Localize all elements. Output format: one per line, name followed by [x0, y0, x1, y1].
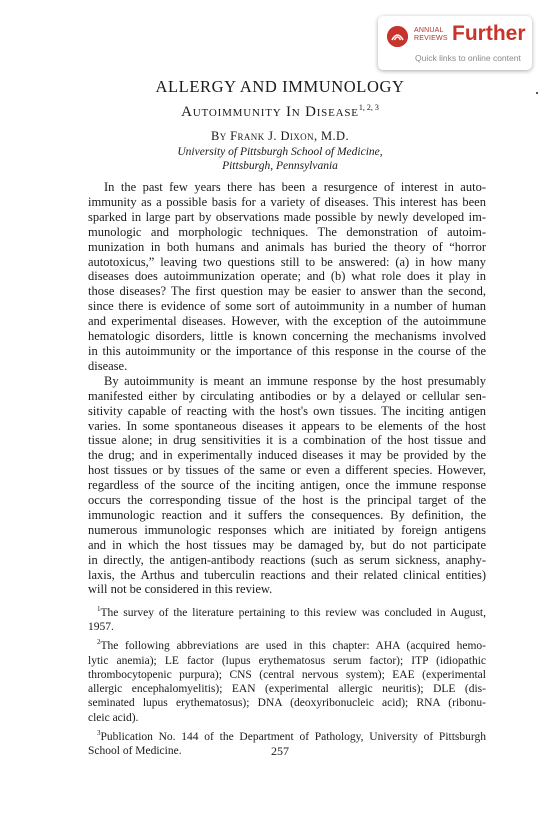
footnote-line: thrombocytopenic purpura); CNS (central nervous system); EAE (experimental	[88, 668, 486, 681]
text-line: numerous immunologic responses which are initiated by foreign antigens	[88, 522, 486, 537]
footnote	[88, 635, 486, 725]
badge-line-annual: ANNUAL	[414, 27, 444, 34]
text-line: disease.	[88, 358, 128, 373]
text-line: will not be considered in this review.	[88, 582, 273, 597]
text-line: hematologic disorders, little is known concerning the mechanisms involved	[88, 329, 486, 344]
footnote-line: cleic acid).	[88, 711, 139, 724]
text-line: diseases does autoimmunization operate; and (b) what role does it play in	[88, 269, 486, 284]
footnote-line	[88, 635, 486, 653]
footnote-line: 1957.	[88, 621, 114, 634]
footnote-line	[88, 602, 486, 620]
text-line: occurs the corresponding tissue of the host is the principal target of the	[88, 493, 486, 508]
text-line: and in which the host tissues may be damaged by, but do not participate	[88, 537, 486, 552]
footnote-text: The survey of the literature pertaining to this review was concluded in August,	[100, 606, 486, 619]
footnote-text: The following abbreviations are used in this chapter: AHA (acquired hemo-	[100, 640, 486, 653]
author-byline: By Frank J. Dixon, M.D.	[210, 129, 350, 143]
article-title-text: Autoimmunity In Disease	[181, 104, 359, 120]
badge-subtitle: Quick links to online content	[415, 53, 521, 63]
text-line: those diseases? The first question may be easier to answer than the second,	[88, 284, 486, 299]
text-line: munologic and morphologic techniques. The demonstration of autoim-	[88, 224, 486, 239]
footnotes	[88, 602, 486, 759]
footnote-mark: 1	[97, 605, 101, 613]
affiliation-line: Pittsburgh, Pennsylvania	[222, 160, 338, 172]
text-line: sitivity capable of reacting with the host's own tissues. The inciting antigen	[88, 403, 486, 418]
badge-brand: Further	[452, 22, 526, 45]
article-title	[0, 103, 560, 121]
annual-reviews-logo-icon	[387, 26, 408, 47]
paragraph	[88, 180, 486, 374]
text-line: sparked in large part by observations made possible by newly developed im-	[88, 209, 486, 224]
text-line: autotoxicus,” leaving two questions still to be answered: (a) in how many	[88, 254, 486, 269]
text-line: immunity as a possible basis for a variety of diseases. This interest has been	[88, 194, 486, 209]
author-affiliation	[0, 145, 560, 173]
text-line: the drug; and in experimentally induced diseases it may be provided by the	[88, 448, 486, 463]
section-title: ALLERGY AND IMMUNOLOGY	[155, 77, 405, 96]
badge-publisher	[414, 27, 448, 42]
page-number: 257	[271, 744, 289, 758]
footnote-mark: 3	[97, 729, 101, 738]
badge-line-reviews: REVIEWS	[414, 34, 448, 42]
text-line: regardless of the source of the inciting antigen, once the immune response	[88, 478, 486, 493]
footnote	[88, 602, 486, 634]
text-line: manifested either by circulating antibodies or by a delayed or cellular sen-	[88, 388, 486, 403]
text-line: immunologic reaction and it suffers the consequences. By definition, the	[88, 507, 486, 522]
text-line: and experimental diseases. However, with the exception of the autoimmune	[88, 314, 486, 329]
text-line: In the past few years there has been a resurgence of interest in auto-	[104, 180, 486, 194]
article-title-footnote-refs: 1, 2, 3	[358, 103, 379, 112]
article-body	[88, 180, 486, 597]
text-line: munization in both humans and animals has buried the theory of “horror	[88, 239, 486, 254]
affiliation-line: University of Pittsburgh School of Medicine,	[177, 146, 383, 158]
text-line: host tissues or by tissues of the same or even a different species. However,	[88, 463, 486, 478]
text-line: By autoimmunity is meant an immune response by the host presumably	[104, 373, 486, 388]
paragraph	[88, 374, 486, 598]
footnote-text: Publication No. 144 of the Department of Pathology, University of Pittsburgh	[100, 730, 486, 743]
text-line: since there is evidence of some sort of autoimmunity in a number of human	[88, 299, 486, 314]
footnote-line: School of Medicine.	[88, 745, 182, 758]
footnote-line: seminated lupus erythematosus); DNA (deoxyribonucleic acid); RNA (ribonu-	[88, 697, 486, 710]
text-line: in this autoimmunity or the importance of this response in the course of the	[88, 343, 486, 358]
text-line: laxis, the Arthus and tuberculin reactions and their related clinical entities)	[88, 567, 486, 582]
footnote-line	[88, 726, 486, 744]
footnote-line: lytic anemia); LE factor (lupus erythematosus serum factor); ITP (idiopathic	[88, 654, 486, 667]
text-line: varies. In some spontaneous diseases it appears to be elements of the host	[88, 418, 486, 433]
further-links-badge[interactable]	[378, 16, 532, 70]
text-line: tissue alone; in drug sensitivities it is a combination of the host tissue and	[88, 433, 486, 448]
footnote-line: allergic encephalomyelitis); EAN (experimental allergic neuritis); DLE (dis-	[88, 683, 486, 696]
footnote-mark: 2	[97, 638, 101, 647]
text-line: in directly, the antigen-antibody reactions (such as serum sickness, anaphy-	[88, 552, 486, 567]
